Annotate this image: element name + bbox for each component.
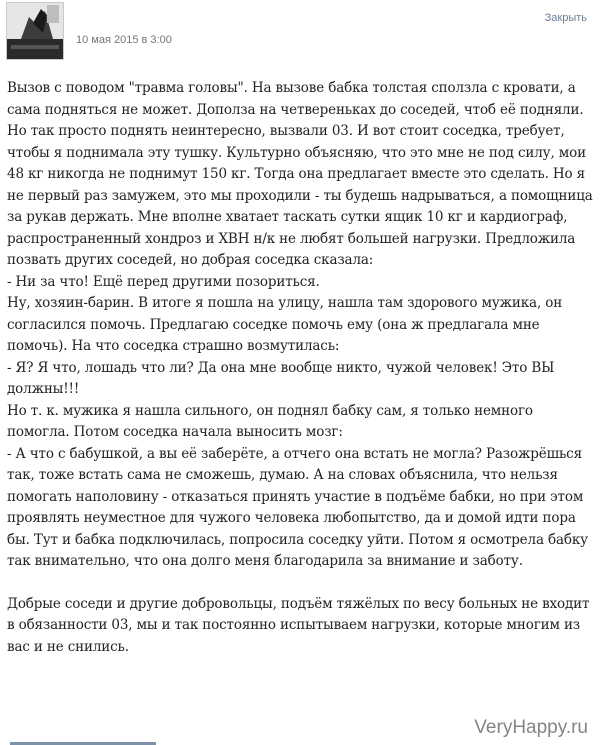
post-paragraph: Вызов с поводом "травма головы". На вызове бабка толстая сползла с кровати, а сама подняться не может. Дополза на четвереньках до соседей, чтоб её подняли. Но так просто поднять неинтересно, вызвали 03. И вот стоит соседка, требует, чтобы я поднимала эту тушку. Культурно объясняю, что это мне не под силу, мои 48 кг никогда не поднимут 150 кг. Тогда она предлагает вместе это сделать. Но я не первый раз замужем, это мы проходили - ты будешь надрываться, а помощница за рукав держать. Мне вполне хватает таскать сутки ящик 10 кг и кардиограф, распространенный хондроз и ХВН н/к не любят большей нагрузки. Предложила позвать других соседей, но добрая соседка сказала:	[7, 80, 593, 268]
post-paragraph: - А что с бабушкой, а вы её заберёте, а отчего она встать не могла? Разожрёшься так, тоже встать сама не сможешь, думаю. А на словах объяснила, что нельзя помогать наполовину - отказаться принять участие в подъёме бабки, но при этом проявлять неуместное для чужого человека любопытство, да и домой идти пора бы. Тут и бабка подключилась, попросила соседку уйти. Потом я осмотрела бабку так внимательно, что она долго меня благодарила за внимание и заботу.	[7, 445, 588, 569]
post-paragraph: Ну, хозяин-барин. В итоге я пошла на улицу, нашла там здорового мужика, он согласился помочь. Предлагаю соседке помочь ему (она ж предлагала мне помочь). На что соседка страшно возмутилась:	[7, 295, 563, 354]
author-avatar[interactable]	[6, 2, 64, 60]
close-link[interactable]: Закрыть	[544, 12, 587, 24]
avatar-image-icon	[7, 3, 63, 59]
post-paragraph: Добрые соседи и другие добровольцы, подъём тяжёлых по весу больных не входит в обязанности 03, мы и так постоянно испытываем нагрузки, которые многим из вас и не снились.	[7, 595, 590, 655]
post-paragraph: - Я? Я что, лошадь что ли? Да она мне вообще никто, чужой человек! Это ВЫ должны!!!	[7, 359, 555, 397]
post-date: 10 мая 2015 в 3:00	[76, 34, 172, 46]
paragraph-spacer	[7, 573, 599, 594]
post-paragraph: - Ни за что! Ещё перед другими позориться.	[7, 273, 320, 290]
post-paragraph: Но т. к. мужика я нашла сильного, он поднял бабку сам, я только немного помогла. Потом соседка начала выносить мозг:	[7, 402, 533, 440]
post-header	[0, 0, 600, 62]
site-watermark: VeryHappy.ru	[474, 717, 588, 738]
post-body	[7, 78, 599, 658]
